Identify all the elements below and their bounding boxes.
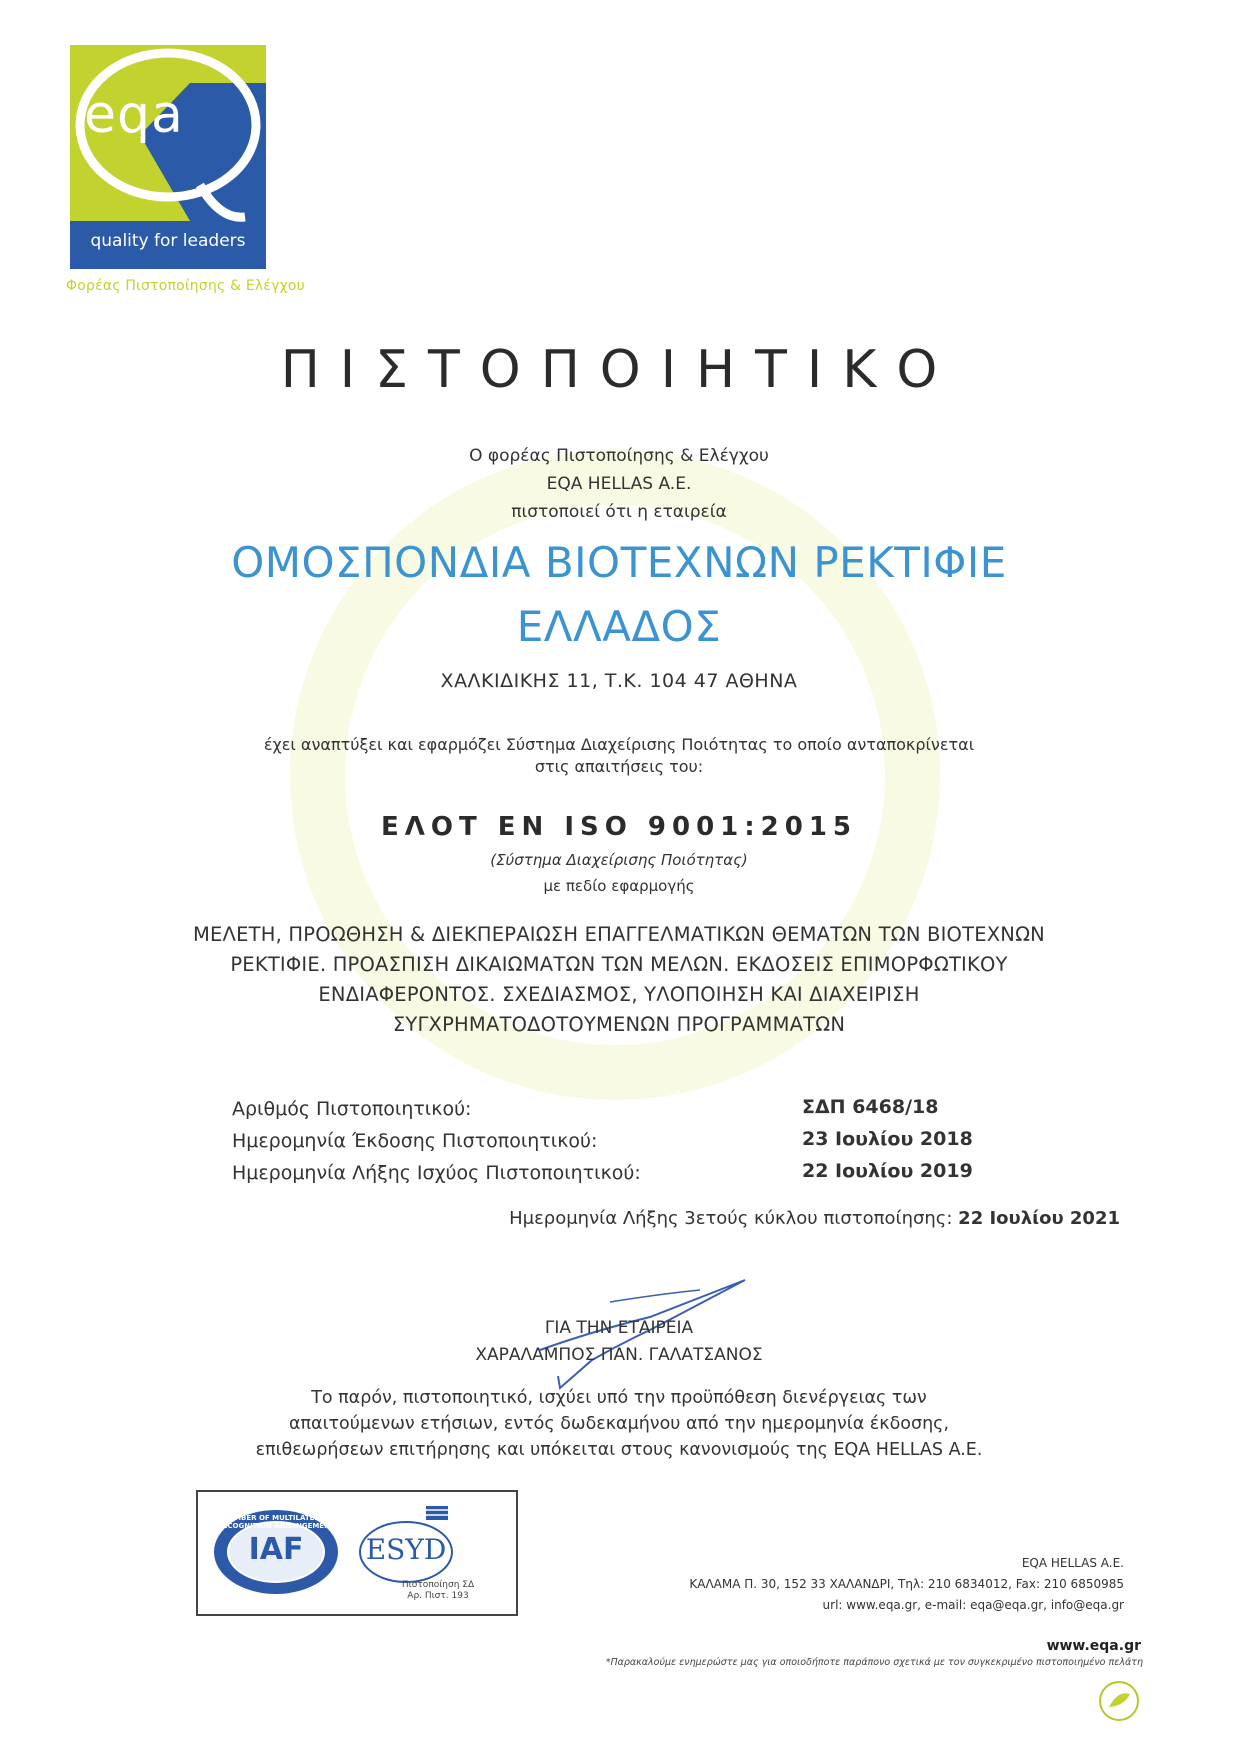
disclaimer-line: επιθεωρήσεων επιτήρησης και υπόκειται στους κανονισμούς της EQA HELLAS A.E. [255, 1440, 983, 1460]
signatory-name: ΧΑΡΑΛΑΜΠΟΣ ΠΑΝ. ΓΑΛΑΤΣΑΝΟΣ [475, 1345, 763, 1365]
footer-address: ΚΑΛΑΜΑ Π. 30, 152 33 ΧΑΛΑΝΔΡΙ, Τηλ: 210 6834012, Fax: 210 6850985 [689, 1577, 1124, 1591]
cycle-expiry-label: Ημερομηνία Λήξης 3ετούς κύκλου πιστοποίησης: [509, 1208, 953, 1229]
logo-tagline: quality for leaders [90, 231, 246, 251]
validity-disclaimer [0, 1385, 1238, 1463]
footer-website: www.eqa.gr [1046, 1638, 1141, 1654]
cycle-expiry-value: 22 Ιουλίου 2021 [958, 1208, 1120, 1229]
logo-wordmark: eqa [84, 85, 184, 145]
scope-intro: με πεδίο εφαρμογής [543, 877, 695, 895]
certificate-number-label: Αριθμός Πιστοποιητικού: [232, 1098, 472, 1120]
intro-line-1: Ο φορέας Πιστοποίησης & Ελέγχου [469, 446, 769, 466]
leaf-icon [1098, 1680, 1140, 1722]
scope-line: ΜΕΛΕΤΗ, ΠΡΟΩΘΗΣΗ & ΔΙΕΚΠΕΡΑΙΩΣΗ ΕΠΑΓΓΕΛΜΑΤΙΚΩΝ ΘΕΜΑΤΩΝ ΤΩΝ ΒΙΟΤΕΧΝΩΝ [193, 923, 1045, 946]
expiry-date-value: 22 Ιουλίου 2019 [802, 1160, 973, 1182]
standard-name: (Σύστημα Διαχείρισης Ποιότητας) [490, 851, 748, 869]
requirements-line-1: έχει αναπτύξει και εφαρμόζει Σύστημα Διαχείρισης Ποιότητας το οποίο ανταποκρίνεται [263, 735, 975, 754]
footer-contacts: url: www.eqa.gr, e-mail: eqa@eqa.gr, info@eqa.gr [822, 1598, 1124, 1612]
logo-subtitle: Φορέας Πιστοποίησης & Ελέγχου [66, 278, 305, 294]
complaints-note: *Παρακαλούμε ενημερώστε μας για οποιοδήποτε παράπονο σχετικά με τον συγκεκριμένο πιστοποιημένο πελάτη [605, 1657, 1143, 1668]
company-name-line-2: ΕΛΛΑΔΟΣ [516, 602, 722, 651]
requirements-line-2: στις απαιτήσεις του: [534, 757, 704, 776]
company-name-line-1: ΟΜΟΣΠΟΝΔΙΑ ΒΙΟΤΕΧΝΩΝ ΡΕΚΤΙΦΙΕ [231, 538, 1007, 587]
scope-line: ΣΥΓΧΡΗΜΑΤΟΔΟΤΟΥΜΕΝΩΝ ΠΡΟΓΡΑΜΜΑΤΩΝ [392, 1013, 846, 1036]
disclaimer-line: απαιτούμενων ετήσιων, εντός δωδεκαμήνου από την ημερομηνία έκδοσης, [288, 1414, 950, 1434]
iaf-ring-text: MEMBER OF MULTILATERAL RECOGNITION ARRANGEMENT [217, 1514, 335, 1530]
requirements-text [0, 734, 1238, 778]
intro-line-2: EQA HELLAS A.E. [546, 474, 692, 494]
certificate-title: ΠΙΣΤΟΠΟΙΗΤΙΚΟ [280, 340, 958, 400]
eqa-logo [70, 45, 266, 269]
issue-date-label: Ημερομηνία Έκδοσης Πιστοποιητικού: [232, 1130, 598, 1152]
cycle-expiry [509, 1208, 1120, 1229]
certificate-number-value: ΣΔΠ 6468/18 [802, 1096, 939, 1118]
esyd-caption-line: Αρ. Πιστ. 193 [407, 1591, 469, 1601]
esyd-caption [378, 1580, 498, 1602]
esyd-logo: ESYD [365, 1533, 447, 1566]
scope-line: ΕΝΔΙΑΦΕΡΟΝΤΟΣ. ΣΧΕΔΙΑΣΜΟΣ, ΥΛΟΠΟΙΗΣΗ ΚΑΙ ΔΙΑΧΕΙΡΙΣΗ [318, 983, 920, 1006]
esyd-caption-line: Πιστοποίηση ΣΔ [401, 1580, 475, 1590]
expiry-date-label: Ημερομηνία Λήξης Ισχύος Πιστοποιητικού: [232, 1162, 641, 1184]
issue-date-value: 23 Ιουλίου 2018 [802, 1128, 973, 1150]
company-address: ΧΑΛΚΙΔΙΚΗΣ 11, Τ.Κ. 104 47 ΑΘΗΝΑ [440, 670, 798, 692]
iaf-logo: IAF [248, 1532, 304, 1567]
signature-for-company: ΓΙΑ ΤΗΝ ΕΤΑΙΡΕΙΑ [544, 1318, 694, 1338]
intro-line-3: πιστοποιεί ότι η εταιρεία [511, 502, 727, 522]
scope-line: ΡΕΚΤΙΦΙΕ. ΠΡΟΑΣΠΙΣΗ ΔΙΚΑΙΩΜΑΤΩΝ ΤΩΝ ΜΕΛΩΝ. ΕΚΔΟΣΕΙΣ ΕΠΙΜΟΡΦΩΤΙΚΟΥ [230, 953, 1008, 976]
standard-code: ΕΛΟΤ ΕΝ ISO 9001:2015 [380, 812, 858, 842]
scope-text [0, 920, 1238, 1040]
footer-company: EQA HELLAS A.E. [1021, 1556, 1124, 1570]
disclaimer-line: Το παρόν, πιστοποιητικό, ισχύει υπό την προϋπόθεση διενέργειας των [311, 1388, 927, 1408]
